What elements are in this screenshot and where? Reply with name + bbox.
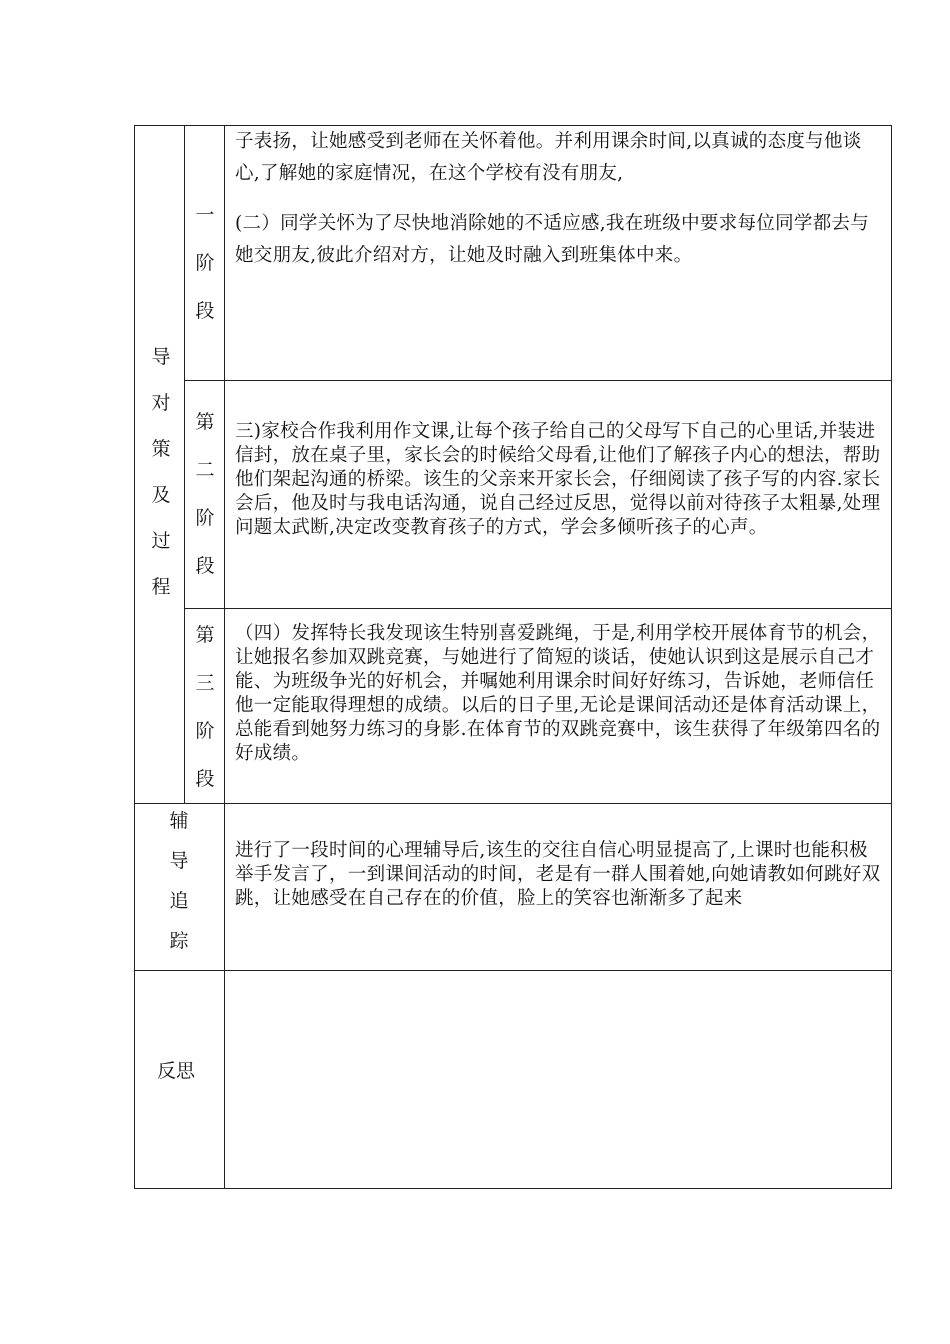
stage1-bottom-line xyxy=(184,380,892,381)
label-char: 及 xyxy=(151,484,171,506)
stage3-label: 第 三 阶 段 xyxy=(195,624,215,790)
followup-bottom-line xyxy=(135,970,892,971)
label-char: 程 xyxy=(151,576,171,598)
stage1-paragraph-2: (二）同学关怀为了尽快地消除她的不适应感,我在班级中要求每位同学都去与她交朋友,彼此介绍对方，让她及时融入到班集体中来。 xyxy=(235,213,870,266)
followup-content xyxy=(235,839,883,911)
strategy-process-label xyxy=(149,348,173,624)
stage1-label: 一 阶 段 xyxy=(195,204,215,322)
label-char: 策 xyxy=(151,438,171,460)
stage1-paragraph-1: 子表扬，让她感受到老师在关怀着他。并利用课余时间,以真诚的态度与他谈心,了解她的家庭情况，在这个学校有没有朋友, xyxy=(235,131,862,184)
stage1-content xyxy=(235,126,883,272)
stage2-label: 第 二 阶 段 xyxy=(195,411,215,577)
reflection-label: 反思 xyxy=(157,1060,196,1082)
stage3-content xyxy=(235,622,883,766)
stage3-paragraph: （四）发挥特长我发现该生特别喜爱跳绳，于是,利用学校开展体育节的机会，让她报名参加双跳竞赛，与她进行了简短的谈话，使她认识到这是展示自己才能、为班级争光的好机会，并嘱她利用课余时间好好练习，告诉她，老师信任他一定能取得理想的成绩。以后的日子里,无论是课间活动还是体育活动课上，总能看到她努力练习的身影.在体育节的双跳竞赛中，该生获得了年级第四名的好成绩。 xyxy=(235,623,881,764)
stage2-paragraph: 三)家校合作我利用作文课,让每个孩子给自己的父母写下自己的心里话,并装进信封，放在桌子里，家长会的时候给父母看,让他们了解孩子内心的想法，帮助他们架起沟通的桥梁。该生的父亲来开家长会，仔细阅读了孩子写的内容.家长会后，他及时与我电话沟通，说自己经过反思，觉得以前对待孩子太粗暴,处理问题太武断,决定改变教育孩子的方式，学会多倾听孩子的心声。 xyxy=(235,421,881,538)
label-char: 过 xyxy=(151,530,171,552)
label-char: 对 xyxy=(151,392,171,414)
followup-label: 辅 导 追 踪 xyxy=(169,810,189,952)
stage2-content xyxy=(235,420,883,540)
counseling-record-table xyxy=(134,125,892,1189)
stage2-bottom-line xyxy=(184,608,892,609)
left-column-divider xyxy=(184,126,185,804)
stage3-bottom-line xyxy=(135,803,892,804)
content-column-divider xyxy=(224,126,225,1189)
label-char: 导 xyxy=(151,346,171,368)
followup-paragraph: 进行了一段时间的心理辅导后,该生的交往自信心明显提高了,上课时也能积极举手发言了，一到课间活动的时间，老是有一群人围着她,向她请教如何跳好双跳，让她感受在自己存在的价值，脸上的笑容也渐渐多了起来 xyxy=(235,840,881,909)
